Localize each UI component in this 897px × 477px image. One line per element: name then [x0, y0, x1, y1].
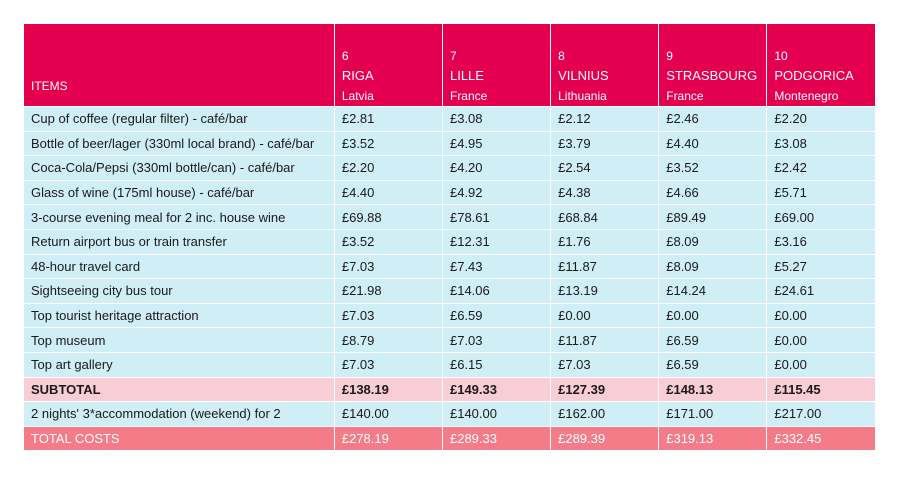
price-cell: £6.15: [442, 352, 550, 377]
price-cell: £6.59: [442, 303, 550, 328]
table-row: [24, 156, 875, 181]
city-column-header: [767, 24, 875, 107]
city-name: PODGORICA: [774, 68, 854, 83]
city-name: STRASBOURG: [666, 68, 758, 83]
city-number: 9: [666, 49, 673, 63]
table-row: [24, 229, 875, 254]
price-cell: £3.52: [659, 156, 767, 181]
price-cell: £319.13: [659, 426, 767, 451]
item-label: Top museum: [24, 328, 334, 353]
header-row: [24, 24, 875, 107]
price-cell: £5.27: [767, 254, 875, 279]
table-row: [24, 205, 875, 230]
price-cell: £12.31: [442, 229, 550, 254]
cost-comparison-table: [24, 24, 875, 451]
price-cell: £162.00: [551, 402, 659, 427]
table-body: [24, 107, 875, 451]
price-cell: £7.03: [334, 303, 442, 328]
price-cell: £4.40: [659, 131, 767, 156]
price-cell: £6.59: [659, 328, 767, 353]
price-cell: £78.61: [442, 205, 550, 230]
price-cell: £3.79: [551, 131, 659, 156]
price-cell: £8.09: [659, 254, 767, 279]
price-cell: £2.20: [334, 156, 442, 181]
price-cell: £0.00: [767, 303, 875, 328]
price-cell: £69.88: [334, 205, 442, 230]
table-row: [24, 254, 875, 279]
price-cell: £289.39: [551, 426, 659, 451]
price-cell: £3.52: [334, 229, 442, 254]
table-row: [24, 107, 875, 132]
city-number: 8: [558, 49, 565, 63]
price-cell: £89.49: [659, 205, 767, 230]
price-cell: £13.19: [551, 279, 659, 304]
price-cell: £0.00: [659, 303, 767, 328]
price-cell: £7.03: [334, 254, 442, 279]
city-country: Latvia: [341, 89, 374, 103]
city-country: France: [449, 89, 488, 103]
table-row: [24, 352, 875, 377]
city-column-header: [659, 24, 767, 107]
item-label: Top art gallery: [24, 352, 334, 377]
price-cell: £0.00: [551, 303, 659, 328]
price-cell: £3.08: [767, 131, 875, 156]
price-cell: £4.95: [442, 131, 550, 156]
item-label: SUBTOTAL: [24, 377, 334, 402]
city-country: Lithuania: [558, 89, 607, 103]
city-country: France: [666, 89, 704, 103]
price-cell: £2.54: [551, 156, 659, 181]
price-cell: £14.06: [442, 279, 550, 304]
table-row: [24, 303, 875, 328]
price-cell: £4.20: [442, 156, 550, 181]
price-cell: £7.03: [442, 328, 550, 353]
price-cell: £140.00: [334, 402, 442, 427]
price-cell: £115.45: [767, 377, 875, 402]
price-cell: £3.52: [334, 131, 442, 156]
price-cell: £2.12: [551, 107, 659, 132]
price-cell: £3.08: [442, 107, 550, 132]
price-cell: £7.43: [442, 254, 550, 279]
price-cell: £8.09: [659, 229, 767, 254]
price-cell: £68.84: [551, 205, 659, 230]
city-column-header: [551, 24, 659, 107]
item-label: 2 nights' 3*accommodation (weekend) for 2: [24, 402, 334, 427]
price-cell: £140.00: [442, 402, 550, 427]
price-cell: £7.03: [551, 352, 659, 377]
item-label: Sightseeing city bus tour: [24, 279, 334, 304]
item-label: Return airport bus or train transfer: [24, 229, 334, 254]
city-number: 10: [774, 49, 788, 63]
items-column-header: ITEMS: [24, 24, 334, 107]
price-cell: £171.00: [659, 402, 767, 427]
price-cell: £4.66: [659, 180, 767, 205]
table-row: [24, 328, 875, 353]
price-cell: £332.45: [767, 426, 875, 451]
price-cell: £2.46: [659, 107, 767, 132]
item-label: Glass of wine (175ml house) - café/bar: [24, 180, 334, 205]
item-label: Bottle of beer/lager (330ml local brand) - café/bar: [24, 131, 334, 156]
table-row: [24, 279, 875, 304]
item-label: 48-hour travel card: [24, 254, 334, 279]
subtotal-row: [24, 377, 875, 402]
price-cell: £14.24: [659, 279, 767, 304]
price-cell: £0.00: [767, 352, 875, 377]
price-cell: £11.87: [551, 328, 659, 353]
price-cell: £0.00: [767, 328, 875, 353]
price-cell: £278.19: [334, 426, 442, 451]
table-row: [24, 180, 875, 205]
price-cell: £289.33: [442, 426, 550, 451]
price-cell: £4.92: [442, 180, 550, 205]
price-cell: £7.03: [334, 352, 442, 377]
item-label: Top tourist heritage attraction: [24, 303, 334, 328]
price-cell: £2.42: [767, 156, 875, 181]
city-number: 6: [341, 49, 349, 63]
price-cell: £5.71: [767, 180, 875, 205]
item-label: TOTAL COSTS: [24, 426, 334, 451]
total-row: [24, 426, 875, 451]
table-row: [24, 402, 875, 427]
price-cell: £127.39: [551, 377, 659, 402]
price-cell: £24.61: [767, 279, 875, 304]
price-cell: £4.40: [334, 180, 442, 205]
city-country: Montenegro: [774, 89, 839, 103]
table-row: [24, 131, 875, 156]
city-name: RIGA: [341, 68, 374, 83]
price-cell: £8.79: [334, 328, 442, 353]
item-label: Cup of coffee (regular filter) - café/bar: [24, 107, 334, 132]
price-cell: £1.76: [551, 229, 659, 254]
price-cell: £2.81: [334, 107, 442, 132]
price-cell: £6.59: [659, 352, 767, 377]
city-number: 7: [449, 49, 457, 63]
price-cell: £148.13: [659, 377, 767, 402]
item-label: 3-course evening meal for 2 inc. house wine: [24, 205, 334, 230]
price-cell: £4.38: [551, 180, 659, 205]
price-cell: £3.16: [767, 229, 875, 254]
city-column-header: [442, 24, 550, 107]
price-cell: £21.98: [334, 279, 442, 304]
price-cell: £149.33: [442, 377, 550, 402]
price-cell: £138.19: [334, 377, 442, 402]
city-name: LILLE: [449, 68, 484, 83]
price-cell: £69.00: [767, 205, 875, 230]
price-cell: £2.20: [767, 107, 875, 132]
item-label: Coca-Cola/Pepsi (330ml bottle/can) - café/bar: [24, 156, 334, 181]
price-cell: £217.00: [767, 402, 875, 427]
city-column-header: [334, 24, 442, 107]
city-name: VILNIUS: [558, 68, 609, 83]
price-cell: £11.87: [551, 254, 659, 279]
table-header: [24, 24, 875, 107]
